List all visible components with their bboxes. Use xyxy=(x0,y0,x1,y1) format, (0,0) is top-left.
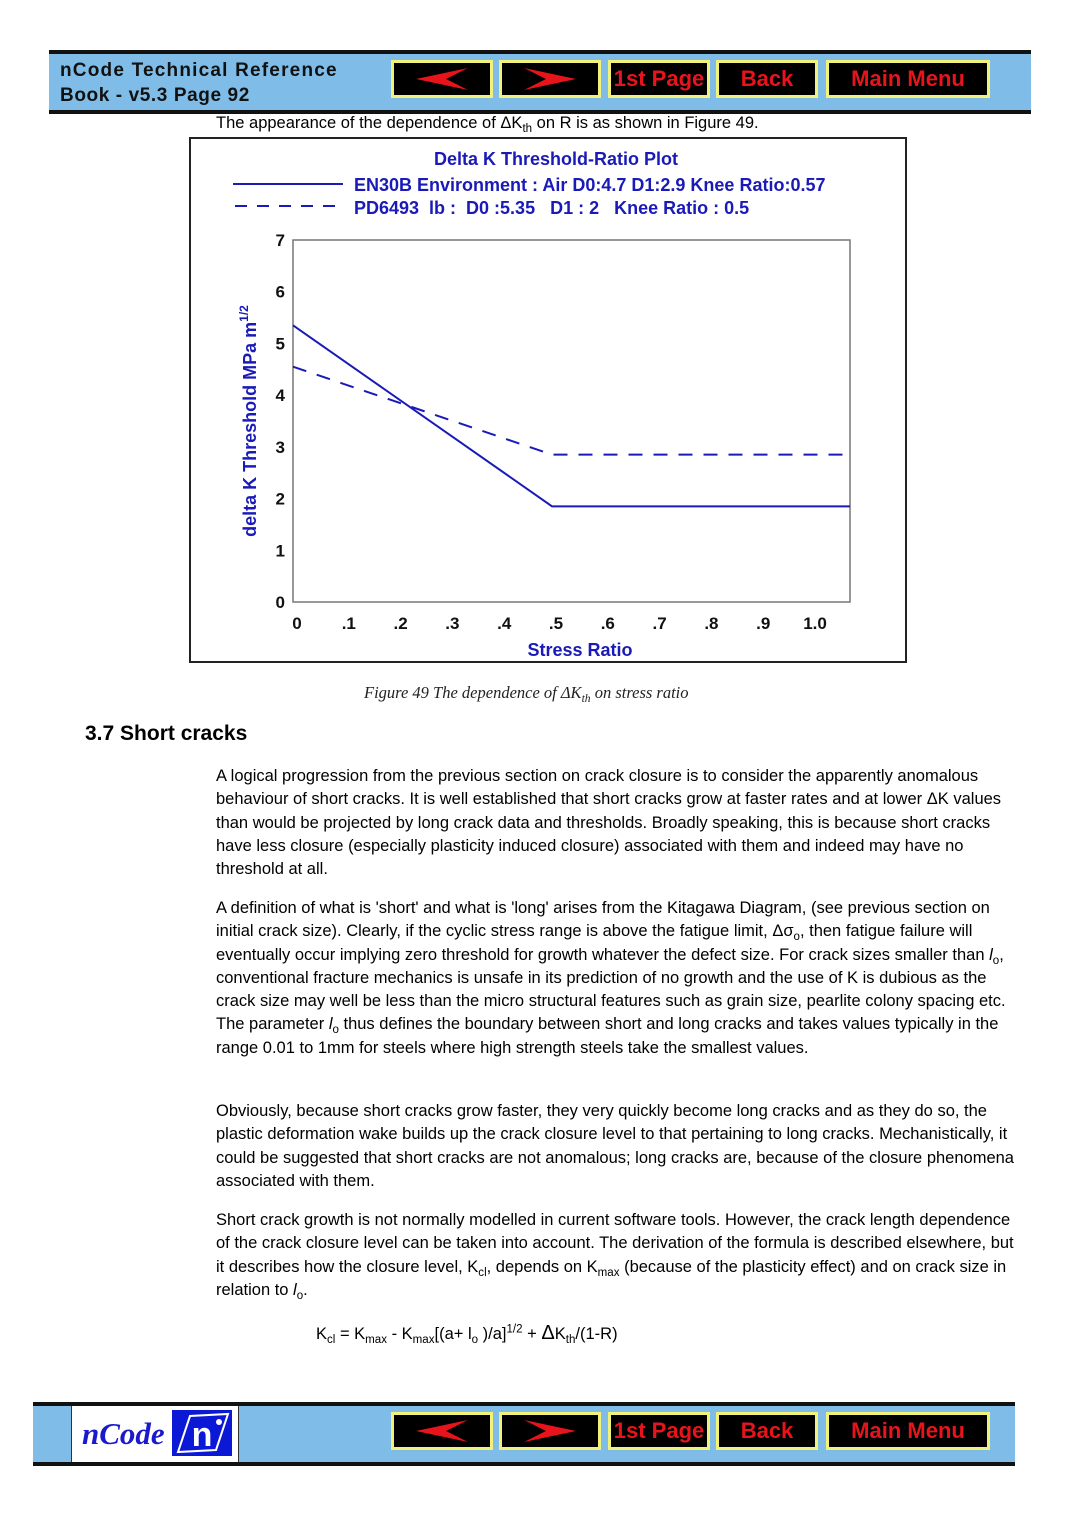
right-arrow-icon xyxy=(524,68,576,90)
first-page-button[interactable]: 1st Page xyxy=(608,60,710,98)
x-tick-label: 1.0 xyxy=(803,614,827,633)
y-axis-label-superscript: 1/2 xyxy=(237,305,251,322)
series-line-pd6493 xyxy=(293,367,850,455)
closure-formula xyxy=(316,1322,618,1345)
logo-mark-letter: n xyxy=(191,1416,213,1454)
formula-term: /(1-R) xyxy=(575,1325,618,1343)
top-nav-bar xyxy=(49,50,1031,114)
l-symbol: l xyxy=(328,1015,333,1034)
y-tick-label: 2 xyxy=(275,489,285,509)
x-tick-label: .4 xyxy=(497,614,512,633)
y-tick-label: 5 xyxy=(275,334,285,354)
subscript: max xyxy=(597,1266,620,1279)
legend-entry-en30b: EN30B Environment : Air D0:4.7 D1:2.9 Knee Ratio:0.57 xyxy=(354,175,826,195)
y-tick-label: 4 xyxy=(275,386,285,406)
y-axis-label xyxy=(237,305,260,537)
x-tick-label: .5 xyxy=(548,614,564,633)
document-title-line1: nCode Technical Reference xyxy=(60,60,338,81)
paragraph-2 xyxy=(216,897,1016,1060)
paragraph-4 xyxy=(216,1209,1016,1302)
subscript: max xyxy=(412,1334,435,1347)
plot-area xyxy=(293,240,850,602)
subscript: cl xyxy=(327,1334,336,1347)
x-tick-label: .1 xyxy=(341,614,356,633)
bottom-nav-bar xyxy=(33,1402,1015,1466)
series-line-en30b xyxy=(293,325,850,506)
back-button[interactable]: Back xyxy=(716,1412,818,1450)
formula-term: [(a+ l xyxy=(434,1325,472,1343)
next-page-button[interactable] xyxy=(499,1412,601,1450)
legend xyxy=(233,175,825,218)
left-arrow-icon xyxy=(416,68,468,90)
text-run: , then fatigue failure will eventually occur implying zero threshold for growth whatever the defect size. For crack sizes smaller than xyxy=(216,922,990,964)
x-tick-label: .3 xyxy=(445,614,460,633)
text-run: thus defines the boundary between short and long cracks and takes values typically in the range 0.01 to 1mm for steels where high strength steels take the smallest values. xyxy=(216,1015,999,1057)
delta-k-symbol: ΔK xyxy=(926,790,949,809)
intro-text-end: on R is as shown in Figure 49. xyxy=(532,114,759,132)
text-run: A logical progression from the previous section on crack closure is to consider the apparently anomalous behaviour of short cracks. It is well established that short cracks grow at faster rates and at lower xyxy=(216,767,979,809)
paragraph-3: Obviously, because short cracks grow faster, they very quickly become long cracks and as they do so, the plastic deformation wake builds up the crack closure level to that pertaining to long cracks. Mechanistically, it could be suggested that short cracks are not anomalous; long cracks are, because of the closure phenomena associated with them. xyxy=(216,1102,1014,1190)
intro-text: The appearance of the dependence of xyxy=(216,114,501,132)
superscript: 1/2 xyxy=(506,1323,523,1336)
formula-term: - K xyxy=(387,1325,413,1343)
formula-term: K xyxy=(316,1325,328,1343)
previous-page-button[interactable] xyxy=(391,1412,493,1450)
subscript: o xyxy=(793,931,800,944)
x-tick-label: .6 xyxy=(600,614,615,633)
subscript: th xyxy=(522,123,533,136)
logo-text: nCode xyxy=(82,1416,165,1451)
text-run: . xyxy=(303,1280,308,1299)
l-symbol: l xyxy=(989,945,993,964)
chart-series xyxy=(293,325,850,506)
caption-subscript: th xyxy=(581,693,591,706)
figure-49-chart xyxy=(189,137,907,663)
formula-term: )/a] xyxy=(478,1325,507,1343)
subscript: o xyxy=(332,1024,339,1037)
ncode-logo xyxy=(71,1406,239,1462)
y-tick-label: 1 xyxy=(275,541,285,561)
formula-term: K xyxy=(554,1325,566,1343)
document-title xyxy=(60,58,338,108)
delta-symbol: Δ xyxy=(541,1322,555,1344)
legend-entry-pd6493: PD6493 lb : D0 :5.35 D1 : 2 Knee Ratio : 0.5 xyxy=(354,198,750,218)
text-run: , depends on K xyxy=(486,1257,598,1276)
main-menu-button[interactable]: Main Menu xyxy=(826,60,990,98)
y-tick-label: 6 xyxy=(275,282,285,302)
x-tick-label: .8 xyxy=(704,614,719,633)
figure-caption xyxy=(364,683,689,706)
x-tick-label: .9 xyxy=(756,614,771,633)
ncode-logo-mark-icon xyxy=(172,1410,232,1456)
previous-page-button[interactable] xyxy=(391,60,493,98)
y-tick-label: 7 xyxy=(275,231,285,250)
section-heading: 3.7 Short cracks xyxy=(85,722,248,745)
chart-title: Delta K Threshold-Ratio Plot xyxy=(433,149,679,169)
x-tick-label: 0 xyxy=(292,614,302,633)
back-button[interactable]: Back xyxy=(716,60,818,98)
x-axis-ticks xyxy=(292,614,827,633)
document-page-info: Book - v5.3 Page 92 xyxy=(60,85,250,106)
subscript: max xyxy=(365,1334,387,1347)
subscript: cl xyxy=(478,1266,487,1279)
next-page-button[interactable] xyxy=(499,60,601,98)
text-run: Short crack growth is not normally modelled in current software tools. However, the crack length dependence of the crack closure level can be taken into account. The derivation of the formula is described elsewhere, but it describes how the closure level, K xyxy=(216,1211,1014,1276)
first-page-button[interactable]: 1st Page xyxy=(608,1412,710,1450)
y-tick-label: 0 xyxy=(275,593,285,612)
text-run: A definition of what is 'short' and what is 'long' arises from the Kitagawa Diagram, (see previous section on initial crack size). Clearly, if the cyclic stress range is above the fatigue limit, xyxy=(216,899,990,941)
left-arrow-icon xyxy=(416,1420,468,1442)
subscript: th xyxy=(565,1334,576,1347)
intro-sentence xyxy=(216,114,759,136)
caption-delta-k: ΔK xyxy=(560,683,582,702)
delta-k-symbol: ΔK xyxy=(500,114,523,132)
subscript: o xyxy=(296,1289,304,1302)
text-run: , conventional fracture mechanics is unsafe in its prediction of no growth and the use of K is dubious as the crack size may well be less than the micro structural features such as grain size, pearlite colony spacing etc. The parameter xyxy=(216,945,1006,1034)
x-tick-label: .2 xyxy=(393,614,408,633)
threshold-ratio-chart xyxy=(191,139,905,661)
y-tick-label: 3 xyxy=(275,437,285,457)
paragraph-1 xyxy=(216,765,1016,881)
caption-text: Figure 49 The dependence of xyxy=(364,683,561,702)
subscript: o xyxy=(471,1334,479,1347)
subscript: o xyxy=(992,954,1000,967)
text-run: (because of the plasticity effect) and on crack size in relation to xyxy=(216,1257,1007,1299)
main-menu-button[interactable]: Main Menu xyxy=(826,1412,990,1450)
y-axis-ticks xyxy=(276,231,286,612)
delta-sigma-symbol: Δσ xyxy=(772,922,794,941)
x-axis-label: Stress Ratio xyxy=(527,640,633,660)
x-tick-label: .7 xyxy=(652,614,667,633)
text-run: values than would be projected by long crack data and thresholds. Broadly speaking, this is because short cracks have less closure (especially plasticity induced closure) associated with them and indeed may have no threshold at all. xyxy=(216,790,1002,879)
formula-term: + xyxy=(522,1325,542,1343)
formula-term: = K xyxy=(335,1325,366,1343)
caption-suffix: on stress ratio xyxy=(590,683,689,702)
y-axis-label-text: delta K Threshold MPa m xyxy=(240,321,260,537)
right-arrow-icon xyxy=(524,1420,576,1442)
l-symbol: l xyxy=(293,1280,297,1299)
